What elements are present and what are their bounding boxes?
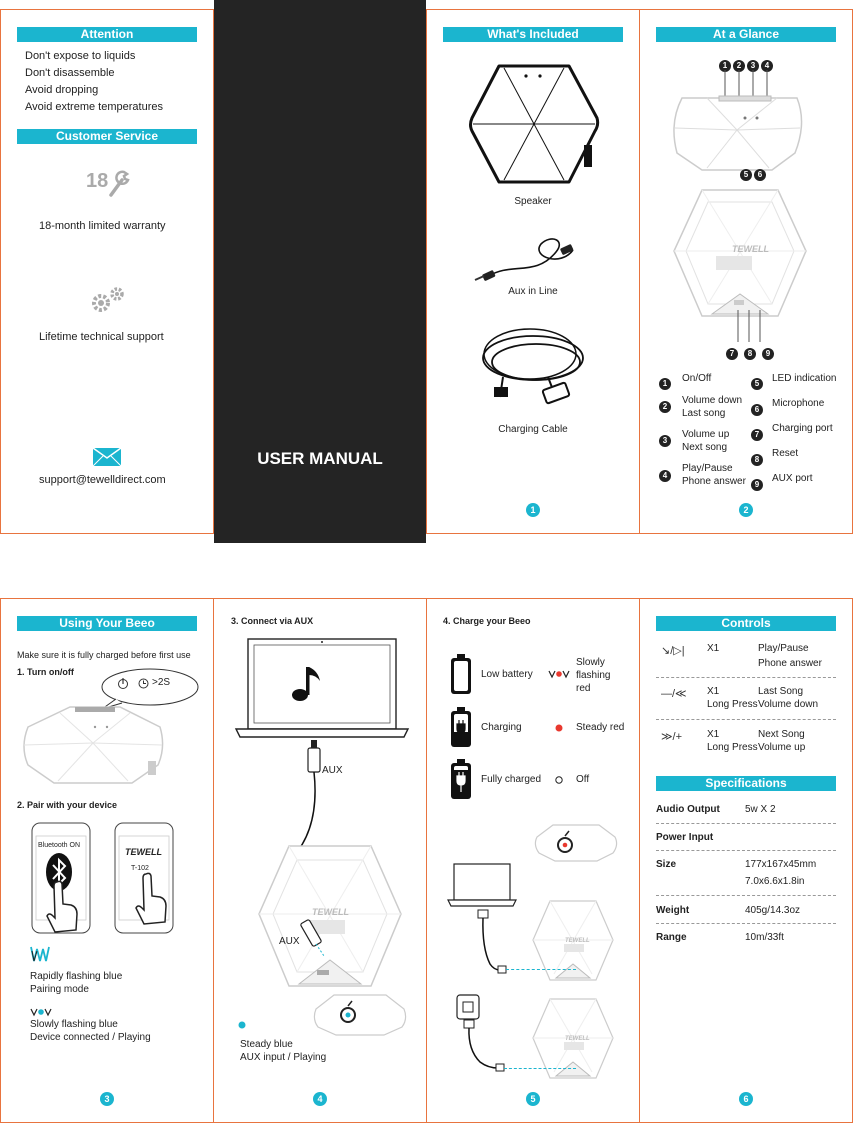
included-speaker-label: Speaker xyxy=(514,196,552,207)
glance-legend-4-label: Play/Pause xyxy=(682,463,733,474)
whats-included-header: What's Included xyxy=(443,27,623,42)
callout-6: 6 xyxy=(754,169,766,181)
envelope-icon xyxy=(93,448,121,466)
steady-red-dot xyxy=(555,724,563,732)
spec-divider-1 xyxy=(656,823,836,824)
spec-divider-2 xyxy=(656,850,836,851)
aux-speaker-brand: TEWELL xyxy=(312,907,349,917)
page-number-4: 4 xyxy=(313,1092,327,1106)
aux-label-top: AUX xyxy=(322,765,343,776)
callout-7: 7 xyxy=(726,348,738,360)
glance-legend-3-label2: Next song xyxy=(682,442,728,453)
page-number-3: 3 xyxy=(100,1092,114,1106)
at-a-glance-header: At a Glance xyxy=(656,27,836,42)
controls-header: Controls xyxy=(656,616,836,631)
battery-charging-icon xyxy=(450,706,472,748)
callout-4: 4 xyxy=(761,60,773,72)
speaker-image xyxy=(469,63,599,187)
spec-divider-3 xyxy=(656,895,836,896)
step2-title: 2. Pair with your device xyxy=(17,800,118,810)
spec-2-label: Power Input xyxy=(656,832,714,843)
page-number-2: 2 xyxy=(739,503,753,517)
control-1-press: X1 xyxy=(707,643,720,654)
glance-legend-3: 3 xyxy=(659,430,671,448)
glance-legend-9-label: AUX port xyxy=(772,473,813,484)
page-number-6: 6 xyxy=(739,1092,753,1106)
slow-flash-text: Slowly flashing blue xyxy=(30,1019,118,1030)
control-2-action2: Volume down xyxy=(758,699,819,710)
wrench-icon xyxy=(108,170,130,198)
support-email[interactable]: support@tewelldirect.com xyxy=(39,474,166,486)
charging-state: Steady red xyxy=(576,722,625,733)
hold-duration: >2S xyxy=(152,677,171,688)
play-pause-icon: ↘/▷| xyxy=(661,645,685,657)
off-led-icon xyxy=(555,776,563,784)
glance-legend-6-label: Microphone xyxy=(772,398,825,409)
rapid-flash-text: Rapidly flashing blue xyxy=(30,971,123,982)
glance-legend-2: 2 xyxy=(659,396,671,414)
music-note-icon xyxy=(290,663,326,703)
aux-step-title: 3. Connect via AUX xyxy=(231,616,314,626)
volume-down-icon: —/≪ xyxy=(661,688,687,700)
glance-top-view-image xyxy=(667,68,807,183)
controls-divider-1 xyxy=(656,677,836,678)
battery-low-icon xyxy=(450,653,472,695)
spec-4-label: Weight xyxy=(656,905,690,916)
gears-icon xyxy=(90,285,126,313)
spec-4-value: 405g/14.3oz xyxy=(745,905,801,916)
fold-line-6 xyxy=(639,598,640,1123)
steady-blue-meaning: AUX input / Playing xyxy=(240,1052,327,1063)
glance-legend-4-label2: Phone answer xyxy=(682,476,746,487)
aux-led-speaker xyxy=(312,993,408,1037)
power-icon xyxy=(117,678,129,690)
callout-8: 8 xyxy=(744,348,756,360)
phone-bluetooth-on: Bluetooth ON xyxy=(38,842,81,849)
steady-blue-dot xyxy=(238,1021,246,1029)
slow-flash-meaning: Device connected / Playing xyxy=(30,1032,151,1043)
support-text: Lifetime technical support xyxy=(39,331,164,343)
callout-9: 9 xyxy=(762,348,774,360)
wall-adapter-icon xyxy=(456,994,480,1020)
glance-legend-2-label: Volume down xyxy=(682,395,743,406)
spec-3-value: 177x167x45mm xyxy=(745,859,817,870)
using-note: Make sure it is fully charged before first use xyxy=(17,650,191,660)
control-2-press2: Long Press xyxy=(707,699,758,710)
page-number-1: 1 xyxy=(526,503,540,517)
charge-laptop-image xyxy=(446,862,516,910)
cover-title: USER MANUAL xyxy=(257,449,383,468)
aux-plug-bottom xyxy=(296,900,336,960)
glance-legend-7-label: Charging port xyxy=(772,423,833,434)
charge-speaker-1-brand: TEWELL xyxy=(565,938,590,944)
glance-legend-2-label2: Last song xyxy=(682,408,726,419)
steady-blue-text: Steady blue xyxy=(240,1039,293,1050)
charge-led-speaker xyxy=(533,823,619,863)
glance-legend-6: 6 xyxy=(751,399,763,417)
spec-3-label: Size xyxy=(656,859,677,870)
control-3-action2: Volume up xyxy=(758,742,806,753)
speaker-side-view xyxy=(20,705,166,787)
controls-divider-2 xyxy=(656,719,836,720)
low-state-2: flashing xyxy=(576,670,611,681)
glance-mid-callouts xyxy=(740,164,766,182)
aux-label-bottom: AUX xyxy=(279,936,300,947)
callout-5: 5 xyxy=(740,169,752,181)
attention-item-1: Don't expose to liquids xyxy=(25,50,136,62)
glance-bottom-view-image xyxy=(672,186,808,326)
charging-label: Charging xyxy=(481,722,522,733)
attention-header: Attention xyxy=(17,27,197,42)
glance-legend-8-label: Reset xyxy=(772,448,799,459)
callout-1: 1 xyxy=(719,60,731,72)
spec-5-value: 10m/33ft xyxy=(745,932,784,943)
battery-full-icon xyxy=(450,758,472,800)
control-3-press2: Long Press xyxy=(707,742,758,753)
control-3-action: Next Song xyxy=(758,729,805,740)
spec-3-value2: 7.0x6.6x1.8in xyxy=(745,876,805,887)
red-slow-flash-icon xyxy=(548,670,570,678)
low-state-3: red xyxy=(576,683,591,694)
volume-up-icon: ≫/+ xyxy=(661,731,682,743)
battery-low-label: Low battery xyxy=(481,669,533,680)
charge-speaker-2-brand: TEWELL xyxy=(565,1036,590,1042)
spec-divider-4 xyxy=(656,923,836,924)
customer-service-header: Customer Service xyxy=(17,129,197,144)
attention-item-4: Avoid extreme temperatures xyxy=(25,101,163,113)
fold-line-5 xyxy=(426,598,427,1123)
fold-line-3 xyxy=(639,9,640,534)
control-3-press: X1 xyxy=(707,729,720,740)
callout-3: 3 xyxy=(747,60,759,72)
glance-legend-5: 5 xyxy=(751,373,763,391)
glance-legend-1-label: On/Off xyxy=(682,373,712,384)
page-number-5: 5 xyxy=(526,1092,540,1106)
phone-model[interactable]: T-102 xyxy=(131,865,149,872)
charge-dash-1 xyxy=(506,969,576,970)
control-1-action2: Phone answer xyxy=(758,658,822,669)
charging-cable-image xyxy=(478,322,588,414)
attention-item-3: Avoid dropping xyxy=(25,84,99,96)
glance-legend-3-label: Volume up xyxy=(682,429,730,440)
glance-brand: TEWELL xyxy=(732,244,769,254)
aux-cable-image xyxy=(481,232,577,284)
full-label: Fully charged xyxy=(481,774,542,785)
glance-legend-9: 9 xyxy=(751,474,763,492)
hand-select-icon xyxy=(132,870,172,928)
glance-legend-7: 7 xyxy=(751,424,763,442)
rapid-flash-meaning: Pairing mode xyxy=(30,984,89,995)
fold-line-4 xyxy=(213,598,214,1123)
spec-1-label: Audio Output xyxy=(656,804,720,815)
control-2-action: Last Song xyxy=(758,686,804,697)
warranty-text: 18-month limited warranty xyxy=(39,220,166,232)
left-border-sheet2 xyxy=(0,598,1,1123)
included-aux-label: Aux in Line xyxy=(508,286,558,297)
charge-step-title: 4. Charge your Beeo xyxy=(443,616,531,626)
fold-line-2 xyxy=(426,9,427,534)
attention-item-2: Don't disassemble xyxy=(25,67,115,79)
warranty-icon-number: 18 xyxy=(86,170,109,192)
phone-brand: TEWELL xyxy=(125,847,162,857)
spec-1-value: 5w X 2 xyxy=(745,804,776,815)
glance-legend-1: 1 xyxy=(659,373,671,391)
glance-legend-8: 8 xyxy=(751,449,763,467)
low-state-1: Slowly xyxy=(576,657,605,668)
charge-cable-adapter xyxy=(458,1018,518,1074)
control-2-press: X1 xyxy=(707,686,720,697)
specifications-header: Specifications xyxy=(656,776,836,791)
rapid-flash-icon xyxy=(30,945,50,963)
step1-title: 1. Turn on/off xyxy=(17,667,74,677)
bottom-callout-lines xyxy=(735,308,765,344)
glance-legend-4: 4 xyxy=(659,465,671,483)
full-state: Off xyxy=(576,774,590,785)
slow-flash-icon xyxy=(30,1008,52,1016)
callout-2: 2 xyxy=(733,60,745,72)
included-charging-label: Charging Cable xyxy=(498,424,568,435)
hand-tap-icon xyxy=(43,878,83,936)
control-1-action: Play/Pause xyxy=(758,643,809,654)
glance-legend-5-label: LED indication xyxy=(772,373,837,384)
spec-5-label: Range xyxy=(656,932,687,943)
left-border-sheet1 xyxy=(0,9,1,534)
clock-icon xyxy=(138,678,149,689)
charge-dash-2 xyxy=(504,1068,576,1069)
using-header: Using Your Beeo xyxy=(17,616,197,631)
glance-bottom-callouts xyxy=(726,343,774,361)
